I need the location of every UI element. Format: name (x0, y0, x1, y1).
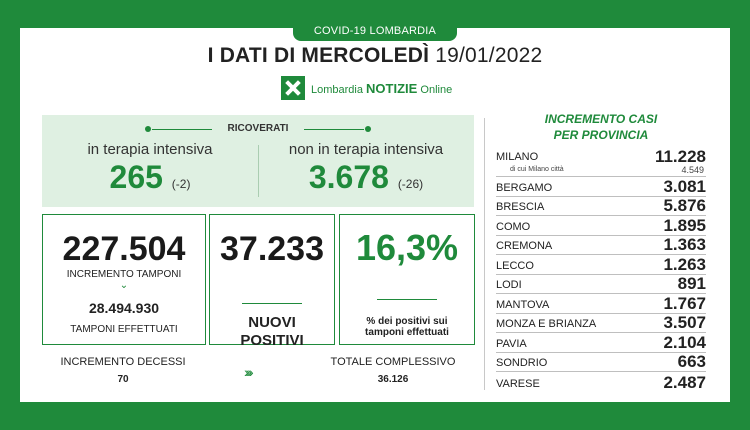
province-title-1: INCREMENTO CASI (544, 112, 658, 126)
percentuale-label-1: % dei positivi sui (366, 316, 448, 327)
province-name: BERGAMO (496, 181, 553, 194)
positivi-value: 37.233 (220, 230, 324, 268)
province-title (496, 111, 706, 143)
tamponi-increment-label: INCREMENTO TAMPONI (66, 269, 182, 280)
tamponi-box (42, 214, 206, 345)
non-intensive-delta: (-26) (397, 177, 424, 191)
province-list (496, 145, 706, 392)
brand-logo-row (281, 76, 452, 100)
divider (377, 299, 437, 300)
intensive-value: 265 (109, 159, 163, 195)
brand-text (311, 81, 452, 96)
province-row (496, 353, 706, 373)
province-value: 1.767 (663, 293, 706, 313)
province-row (496, 216, 706, 236)
province-value: 891 (677, 274, 706, 293)
brand-name: Lombardia (311, 83, 363, 96)
intensive-label: in terapia intensiva (87, 141, 213, 158)
milano-city-value: 4.549 (681, 165, 704, 175)
triple-chevron-right-icon: ›››› (244, 364, 251, 380)
province-value: 1.895 (663, 215, 706, 235)
divider (242, 303, 302, 304)
divider (304, 129, 364, 130)
percentuale-box (339, 214, 475, 345)
province-value: 663 (677, 352, 706, 371)
province-name: CREMONA (496, 240, 553, 252)
chevron-down-icon: ⌄ (119, 280, 129, 291)
decessi-total (318, 356, 468, 385)
percentuale-value: 16,3% (355, 227, 459, 268)
province-name: MILANO (496, 151, 539, 163)
province-name: MONZA E BRIANZA (496, 318, 597, 330)
province-value: 2.487 (663, 372, 706, 392)
province-row (496, 294, 706, 314)
province-row-milano (496, 145, 706, 177)
page-title (0, 44, 750, 68)
non-intensive-block (258, 141, 474, 203)
decessi-total-label: TOTALE COMPLESSIVO (330, 356, 456, 368)
non-intensive-label: non in terapia intensiva (288, 141, 444, 158)
province-value: 1.363 (663, 235, 706, 254)
percentuale-label-2: tamponi effettuati (365, 327, 449, 338)
dot-icon (365, 126, 371, 132)
province-value: 11.228 (654, 147, 706, 166)
province-row (496, 314, 706, 334)
province-name: VARESE (496, 377, 540, 390)
brand-strong: NOTIZIE (366, 80, 418, 96)
decessi-total-value: 36.126 (377, 374, 409, 385)
tamponi-total-value: 28.494.930 (88, 300, 160, 316)
province-row (496, 333, 706, 353)
province-row (496, 236, 706, 256)
positivi-box (209, 214, 335, 349)
province-name: LODI (496, 279, 522, 291)
province-name: SONDRIO (496, 357, 548, 369)
province-title-2: PER PROVINCIA (553, 128, 649, 142)
province-name: BRESCIA (496, 201, 545, 213)
province-name: PAVIA (496, 337, 527, 350)
decessi-increment-value: 70 (117, 374, 129, 385)
decessi-increment (48, 356, 198, 385)
brand-suffix: Online (420, 83, 453, 96)
milano-city-label: di cui Milano città (510, 166, 564, 173)
positivi-label-1: NUOVI (248, 314, 296, 331)
province-value: 5.876 (663, 196, 706, 215)
non-intensive-value-row (258, 158, 474, 203)
header-tab: COVID-19 LOMBARDIA (293, 21, 457, 41)
province-value: 3.081 (663, 176, 706, 196)
decessi-increment-label: INCREMENTO DECESSI (60, 356, 186, 368)
intensive-value-row (42, 158, 258, 203)
tamponi-total-label: TAMPONI EFFETTUATI (70, 324, 178, 335)
divider (484, 118, 485, 390)
province-row (496, 275, 706, 295)
lombardia-logo-icon (281, 76, 305, 100)
tamponi-increment-value: 227.504 (62, 230, 186, 268)
positivi-label-2: POSITIVI (240, 332, 304, 349)
ricoverati-title: RICOVERATI (227, 123, 289, 134)
title-prefix: I DATI DI MERCOLEDÌ (207, 44, 430, 67)
province-name: LECCO (496, 259, 534, 272)
ricoverati-panel (42, 115, 474, 207)
non-intensive-value: 3.678 (308, 159, 389, 195)
province-row (496, 372, 706, 392)
province-row (496, 177, 706, 197)
province-name: MANTOVA (496, 298, 550, 311)
province-value: 2.104 (663, 332, 706, 352)
intensive-delta: (-2) (171, 177, 191, 191)
province-value: 3.507 (663, 313, 706, 332)
province-row (496, 255, 706, 275)
intensive-block (42, 141, 258, 203)
province-name: COMO (496, 220, 531, 233)
province-value: 1.263 (663, 254, 706, 274)
province-row (496, 197, 706, 217)
title-date: 19/01/2022 (435, 44, 543, 67)
